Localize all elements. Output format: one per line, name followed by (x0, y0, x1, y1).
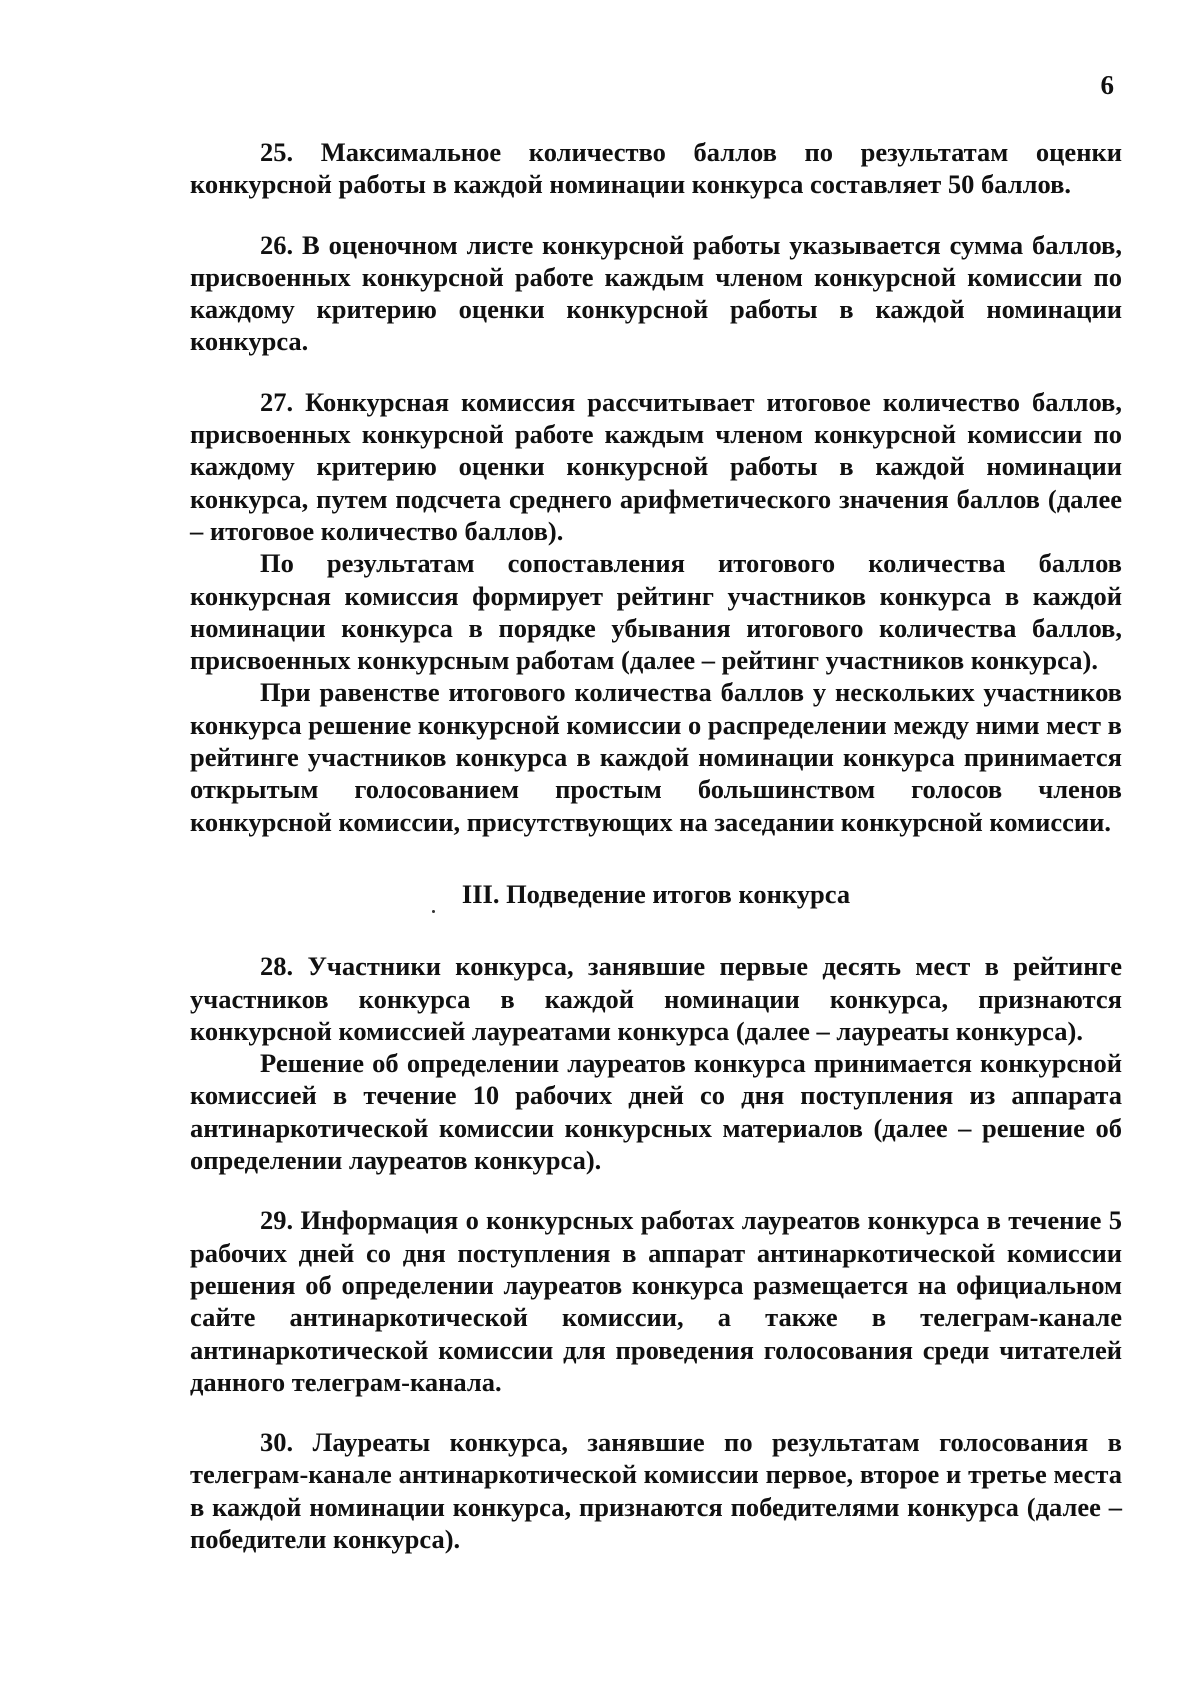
page-number: 6 (1100, 70, 1114, 100)
paragraph-28: 28. Участники конкурса, занявшие первые десять мест в рейтинге участников конкурса в каждой номинации конкурса, признаются конкурсной комиссией лауреатами конкурса (далее – лауреаты конкурса). (190, 951, 1122, 1046)
paragraph-30: 30. Лауреаты конкурса, занявшие по результатам голосования в телеграм-канале антинаркотической комиссии первое, второе и третье места в каждой номинации конкурса, признаются победителями конкурса (далее – победители конкурса). (190, 1427, 1122, 1554)
paragraph-27-tie: При равенстве итогового количества баллов у нескольких участников конкурса решение конкурсной комиссии о распределении между ними мест в рейтинге участников конкурса в каждой номинации конкурса принимается открытым голосованием простым большинством голосов членов конкурсной комиссии, присутствующих на заседании конкурсной комиссии. (190, 677, 1122, 837)
section-heading: III. Подведение итогов конкурса (461, 878, 851, 909)
paragraph-26: 26. В оценочном листе конкурсной работы указывается сумма баллов, присвоенных конкурсной работе каждым членом конкурсной комиссии по каждому критерию оценки конкурсной работы в каждой номинации конкурса. (190, 229, 1122, 357)
scan-artifact-dot (432, 910, 435, 913)
paragraph-27-rating: По результатам сопоставления итогового количества баллов конкурсная комиссия формирует рейтинг участников конкурса в каждой номинации конкурса в порядке убывания итогового количества баллов, присвоенных конкурсным работам (далее – рейтинг участников конкурса). (190, 548, 1122, 676)
document-body (190, 136, 1122, 1555)
paragraph-29: 29. Информация о конкурсных работах лауреатов конкурса в течение 5 рабочих дней со дня поступления в аппарат антинаркотической комиссии решения об определении лауреатов конкурса размещается на официальном сайте антинаркотической комиссии, а также в телеграм-канале антинаркотической комиссии для проведения голосования среди читателей данного телеграм-канала. (190, 1205, 1122, 1397)
paragraph-25: 25. Максимальное количество баллов по результатам оценки конкурсной работы в каждой номинации конкурса составляет 50 баллов. (190, 137, 1122, 200)
paragraph-27: 27. Конкурсная комиссия рассчитывает итоговое количество баллов, присвоенных конкурсной работе каждым членом конкурсной комиссии по каждому критерию оценки конкурсной работы в каждой номинации конкурса, путем подсчета среднего арифметического значения баллов (далее – итоговое количество баллов). (190, 386, 1122, 546)
paragraph-28-decision: Решение об определении лауреатов конкурса принимается конкурсной комиссией в течение 10 рабочих дней со дня поступления из аппарата антинаркотической комиссии конкурсных материалов (далее – решение об определении лауреатов конкурса). (190, 1048, 1122, 1176)
